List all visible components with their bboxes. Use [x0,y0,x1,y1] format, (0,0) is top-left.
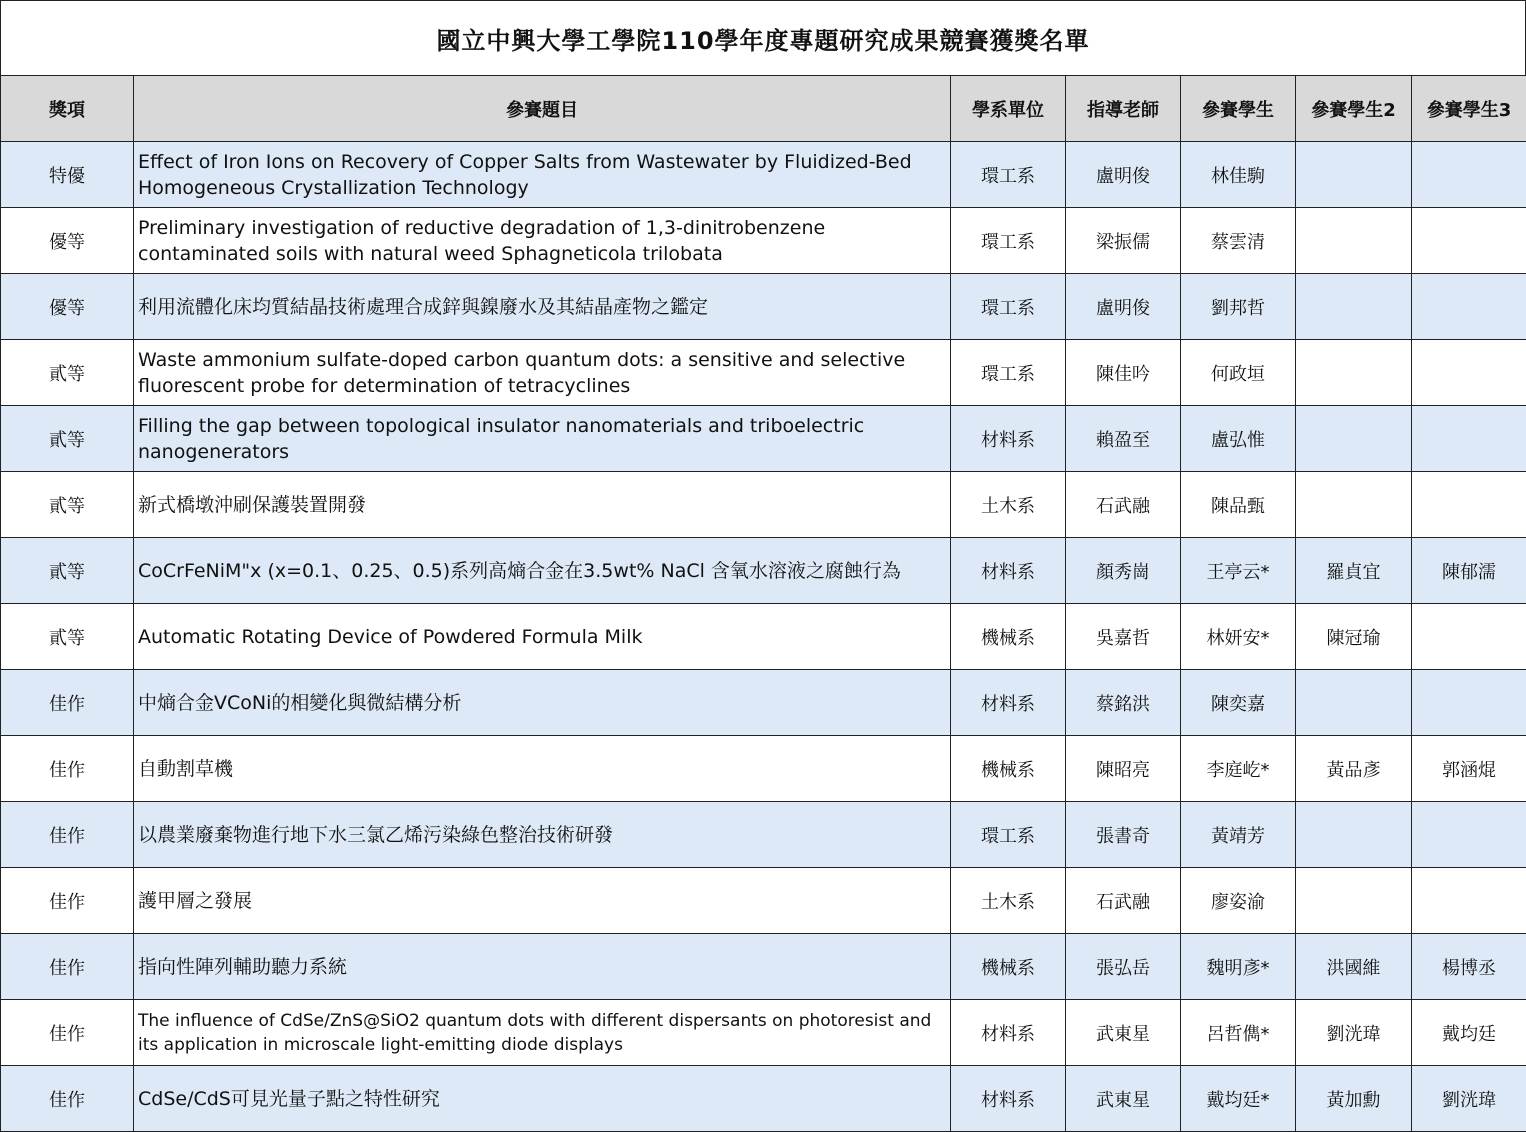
cell-student1[interactable]: 林妍安* [1181,604,1296,670]
cell-topic[interactable]: The influence of CdSe/ZnS@SiO2 quantum dots with different dispersants on photoresist and its application in microscale light-emitting diode displays [134,1000,951,1066]
cell-dept[interactable]: 材料系 [951,406,1066,472]
cell-student1[interactable]: 廖姿渝 [1181,868,1296,934]
cell-dept[interactable]: 環工系 [951,802,1066,868]
cell-dept[interactable]: 材料系 [951,538,1066,604]
cell-student3[interactable] [1412,274,1526,340]
cell-award[interactable]: 貳等 [1,604,134,670]
cell-topic[interactable]: 以農業廢棄物進行地下水三氯乙烯污染綠色整治技術研發 [134,802,951,868]
table-row [1,274,1526,340]
cell-student2[interactable] [1296,670,1412,736]
cell-student2[interactable] [1296,472,1412,538]
cell-dept[interactable]: 環工系 [951,274,1066,340]
cell-advisor[interactable]: 盧明俊 [1066,142,1181,208]
cell-topic[interactable]: Waste ammonium sulfate-doped carbon quantum dots: a sensitive and selective fluorescent probe for determination of tetracyclines [134,340,951,406]
cell-advisor[interactable]: 陳昭亮 [1066,736,1181,802]
cell-student2[interactable] [1296,208,1412,274]
table-row [1,934,1526,1000]
header-row [1,76,1526,142]
cell-topic[interactable]: 新式橋墩沖刷保護裝置開發 [134,472,951,538]
cell-topic[interactable]: 中熵合金VCoNi的相變化與微結構分析 [134,670,951,736]
cell-topic[interactable]: 利用流體化床均質結晶技術處理合成鋅與鎳廢水及其結晶產物之鑑定 [134,274,951,340]
cell-student1[interactable]: 林佳駒 [1181,142,1296,208]
cell-topic[interactable]: Effect of Iron Ions on Recovery of Copper Salts from Wastewater by Fluidized-Bed Homogeneous Crystallization Technology [134,142,951,208]
cell-student2[interactable] [1296,406,1412,472]
cell-award[interactable]: 優等 [1,274,134,340]
cell-dept[interactable]: 土木系 [951,472,1066,538]
table-row [1,604,1526,670]
cell-advisor[interactable]: 賴盈至 [1066,406,1181,472]
cell-student2[interactable] [1296,802,1412,868]
cell-advisor[interactable]: 石武融 [1066,472,1181,538]
cell-award[interactable]: 佳作 [1,670,134,736]
header-student1[interactable]: 參賽學生 [1181,76,1296,142]
cell-award[interactable]: 佳作 [1,934,134,1000]
cell-student2[interactable]: 陳冠瑜 [1296,604,1412,670]
cell-student1[interactable]: 戴均廷* [1181,1066,1296,1132]
cell-student3[interactable]: 陳郁濡 [1412,538,1526,604]
cell-student3[interactable] [1412,472,1526,538]
cell-student2[interactable]: 劉洸瑋 [1296,1000,1412,1066]
cell-student1[interactable]: 劉邦哲 [1181,274,1296,340]
table-row [1,208,1526,274]
cell-student2[interactable] [1296,142,1412,208]
cell-student3[interactable] [1412,142,1526,208]
cell-student1[interactable]: 陳奕嘉 [1181,670,1296,736]
cell-award[interactable]: 特優 [1,142,134,208]
cell-student3[interactable] [1412,406,1526,472]
cell-topic[interactable]: 護甲層之發展 [134,868,951,934]
cell-advisor[interactable]: 張弘岳 [1066,934,1181,1000]
cell-dept[interactable]: 材料系 [951,1066,1066,1132]
cell-topic[interactable]: CoCrFeNiM"x (x=0.1、0.25、0.5)系列高熵合金在3.5wt% NaCl 含氧水溶液之腐蝕行為 [134,538,951,604]
cell-advisor[interactable]: 石武融 [1066,868,1181,934]
table-row [1,802,1526,868]
cell-student3[interactable] [1412,670,1526,736]
cell-advisor[interactable]: 梁振儒 [1066,208,1181,274]
table-row [1,670,1526,736]
cell-student2[interactable] [1296,340,1412,406]
cell-dept[interactable]: 環工系 [951,208,1066,274]
cell-award[interactable]: 貳等 [1,340,134,406]
cell-advisor[interactable]: 顏秀崗 [1066,538,1181,604]
cell-award[interactable]: 佳作 [1,736,134,802]
table-row [1,538,1526,604]
cell-student2[interactable]: 羅貞宜 [1296,538,1412,604]
sheet-title: 國立中興大學工學院110學年度專題研究成果競賽獲獎名單 [0,0,1526,75]
header-dept[interactable]: 學系單位 [951,76,1066,142]
cell-student3[interactable] [1412,604,1526,670]
cell-award[interactable]: 佳作 [1,802,134,868]
cell-student1[interactable]: 黃靖芳 [1181,802,1296,868]
cell-student1[interactable]: 蔡雲清 [1181,208,1296,274]
header-student3[interactable]: 參賽學生3 [1412,76,1526,142]
cell-advisor[interactable]: 陳佳吟 [1066,340,1181,406]
cell-student2[interactable] [1296,274,1412,340]
cell-dept[interactable]: 材料系 [951,670,1066,736]
cell-student2[interactable] [1296,868,1412,934]
cell-student1[interactable]: 呂哲儁* [1181,1000,1296,1066]
cell-topic[interactable]: Automatic Rotating Device of Powdered Formula Milk [134,604,951,670]
table-row [1,406,1526,472]
cell-student3[interactable]: 戴均廷 [1412,1000,1526,1066]
cell-award[interactable]: 貳等 [1,472,134,538]
cell-student3[interactable]: 劉洸瑋 [1412,1066,1526,1132]
table-row [1,142,1526,208]
awards-table [0,75,1526,1132]
cell-award[interactable]: 貳等 [1,538,134,604]
cell-student3[interactable]: 郭涵焜 [1412,736,1526,802]
cell-dept[interactable]: 機械系 [951,736,1066,802]
table-row [1,1066,1526,1132]
cell-advisor[interactable]: 吳嘉哲 [1066,604,1181,670]
cell-advisor[interactable]: 張書奇 [1066,802,1181,868]
cell-advisor[interactable]: 蔡銘洪 [1066,670,1181,736]
cell-student1[interactable]: 李庭屹* [1181,736,1296,802]
cell-student2[interactable]: 洪國維 [1296,934,1412,1000]
cell-student3[interactable] [1412,802,1526,868]
header-topic[interactable]: 參賽題目 [134,76,951,142]
cell-dept[interactable]: 土木系 [951,868,1066,934]
cell-student1[interactable]: 陳品甄 [1181,472,1296,538]
cell-student2[interactable]: 黃品彥 [1296,736,1412,802]
cell-topic[interactable]: Filling the gap between topological insulator nanomaterials and triboelectric nanogenerators [134,406,951,472]
cell-dept[interactable]: 環工系 [951,340,1066,406]
cell-student3[interactable] [1412,208,1526,274]
table-row [1,736,1526,802]
cell-topic[interactable]: 指向性陣列輔助聽力系統 [134,934,951,1000]
cell-award[interactable]: 佳作 [1,868,134,934]
cell-award[interactable]: 貳等 [1,406,134,472]
cell-award[interactable]: 佳作 [1,1066,134,1132]
cell-student1[interactable]: 盧弘惟 [1181,406,1296,472]
cell-advisor[interactable]: 武東星 [1066,1000,1181,1066]
cell-student1[interactable]: 王亭云* [1181,538,1296,604]
table-row [1,868,1526,934]
cell-dept[interactable]: 環工系 [951,142,1066,208]
cell-dept[interactable]: 機械系 [951,934,1066,1000]
table-row [1,340,1526,406]
cell-dept[interactable]: 材料系 [951,1000,1066,1066]
cell-topic[interactable]: CdSe/CdS可見光量子點之特性研究 [134,1066,951,1132]
cell-student3[interactable] [1412,868,1526,934]
header-advisor[interactable]: 指導老師 [1066,76,1181,142]
cell-award[interactable]: 優等 [1,208,134,274]
header-award[interactable]: 獎項 [1,76,134,142]
table-row [1,1000,1526,1066]
cell-student1[interactable]: 何政垣 [1181,340,1296,406]
cell-student3[interactable]: 楊博丞 [1412,934,1526,1000]
cell-dept[interactable]: 機械系 [951,604,1066,670]
table-row [1,472,1526,538]
cell-student2[interactable]: 黃加勳 [1296,1066,1412,1132]
cell-student3[interactable] [1412,340,1526,406]
cell-topic[interactable]: 自動割草機 [134,736,951,802]
cell-advisor[interactable]: 武東星 [1066,1066,1181,1132]
cell-student1[interactable]: 魏明彥* [1181,934,1296,1000]
cell-award[interactable]: 佳作 [1,1000,134,1066]
header-student2[interactable]: 參賽學生2 [1296,76,1412,142]
cell-topic[interactable]: Preliminary investigation of reductive degradation of 1,3-dinitrobenzene contaminated soils with natural weed Sphagneticola trilobata [134,208,951,274]
cell-advisor[interactable]: 盧明俊 [1066,274,1181,340]
